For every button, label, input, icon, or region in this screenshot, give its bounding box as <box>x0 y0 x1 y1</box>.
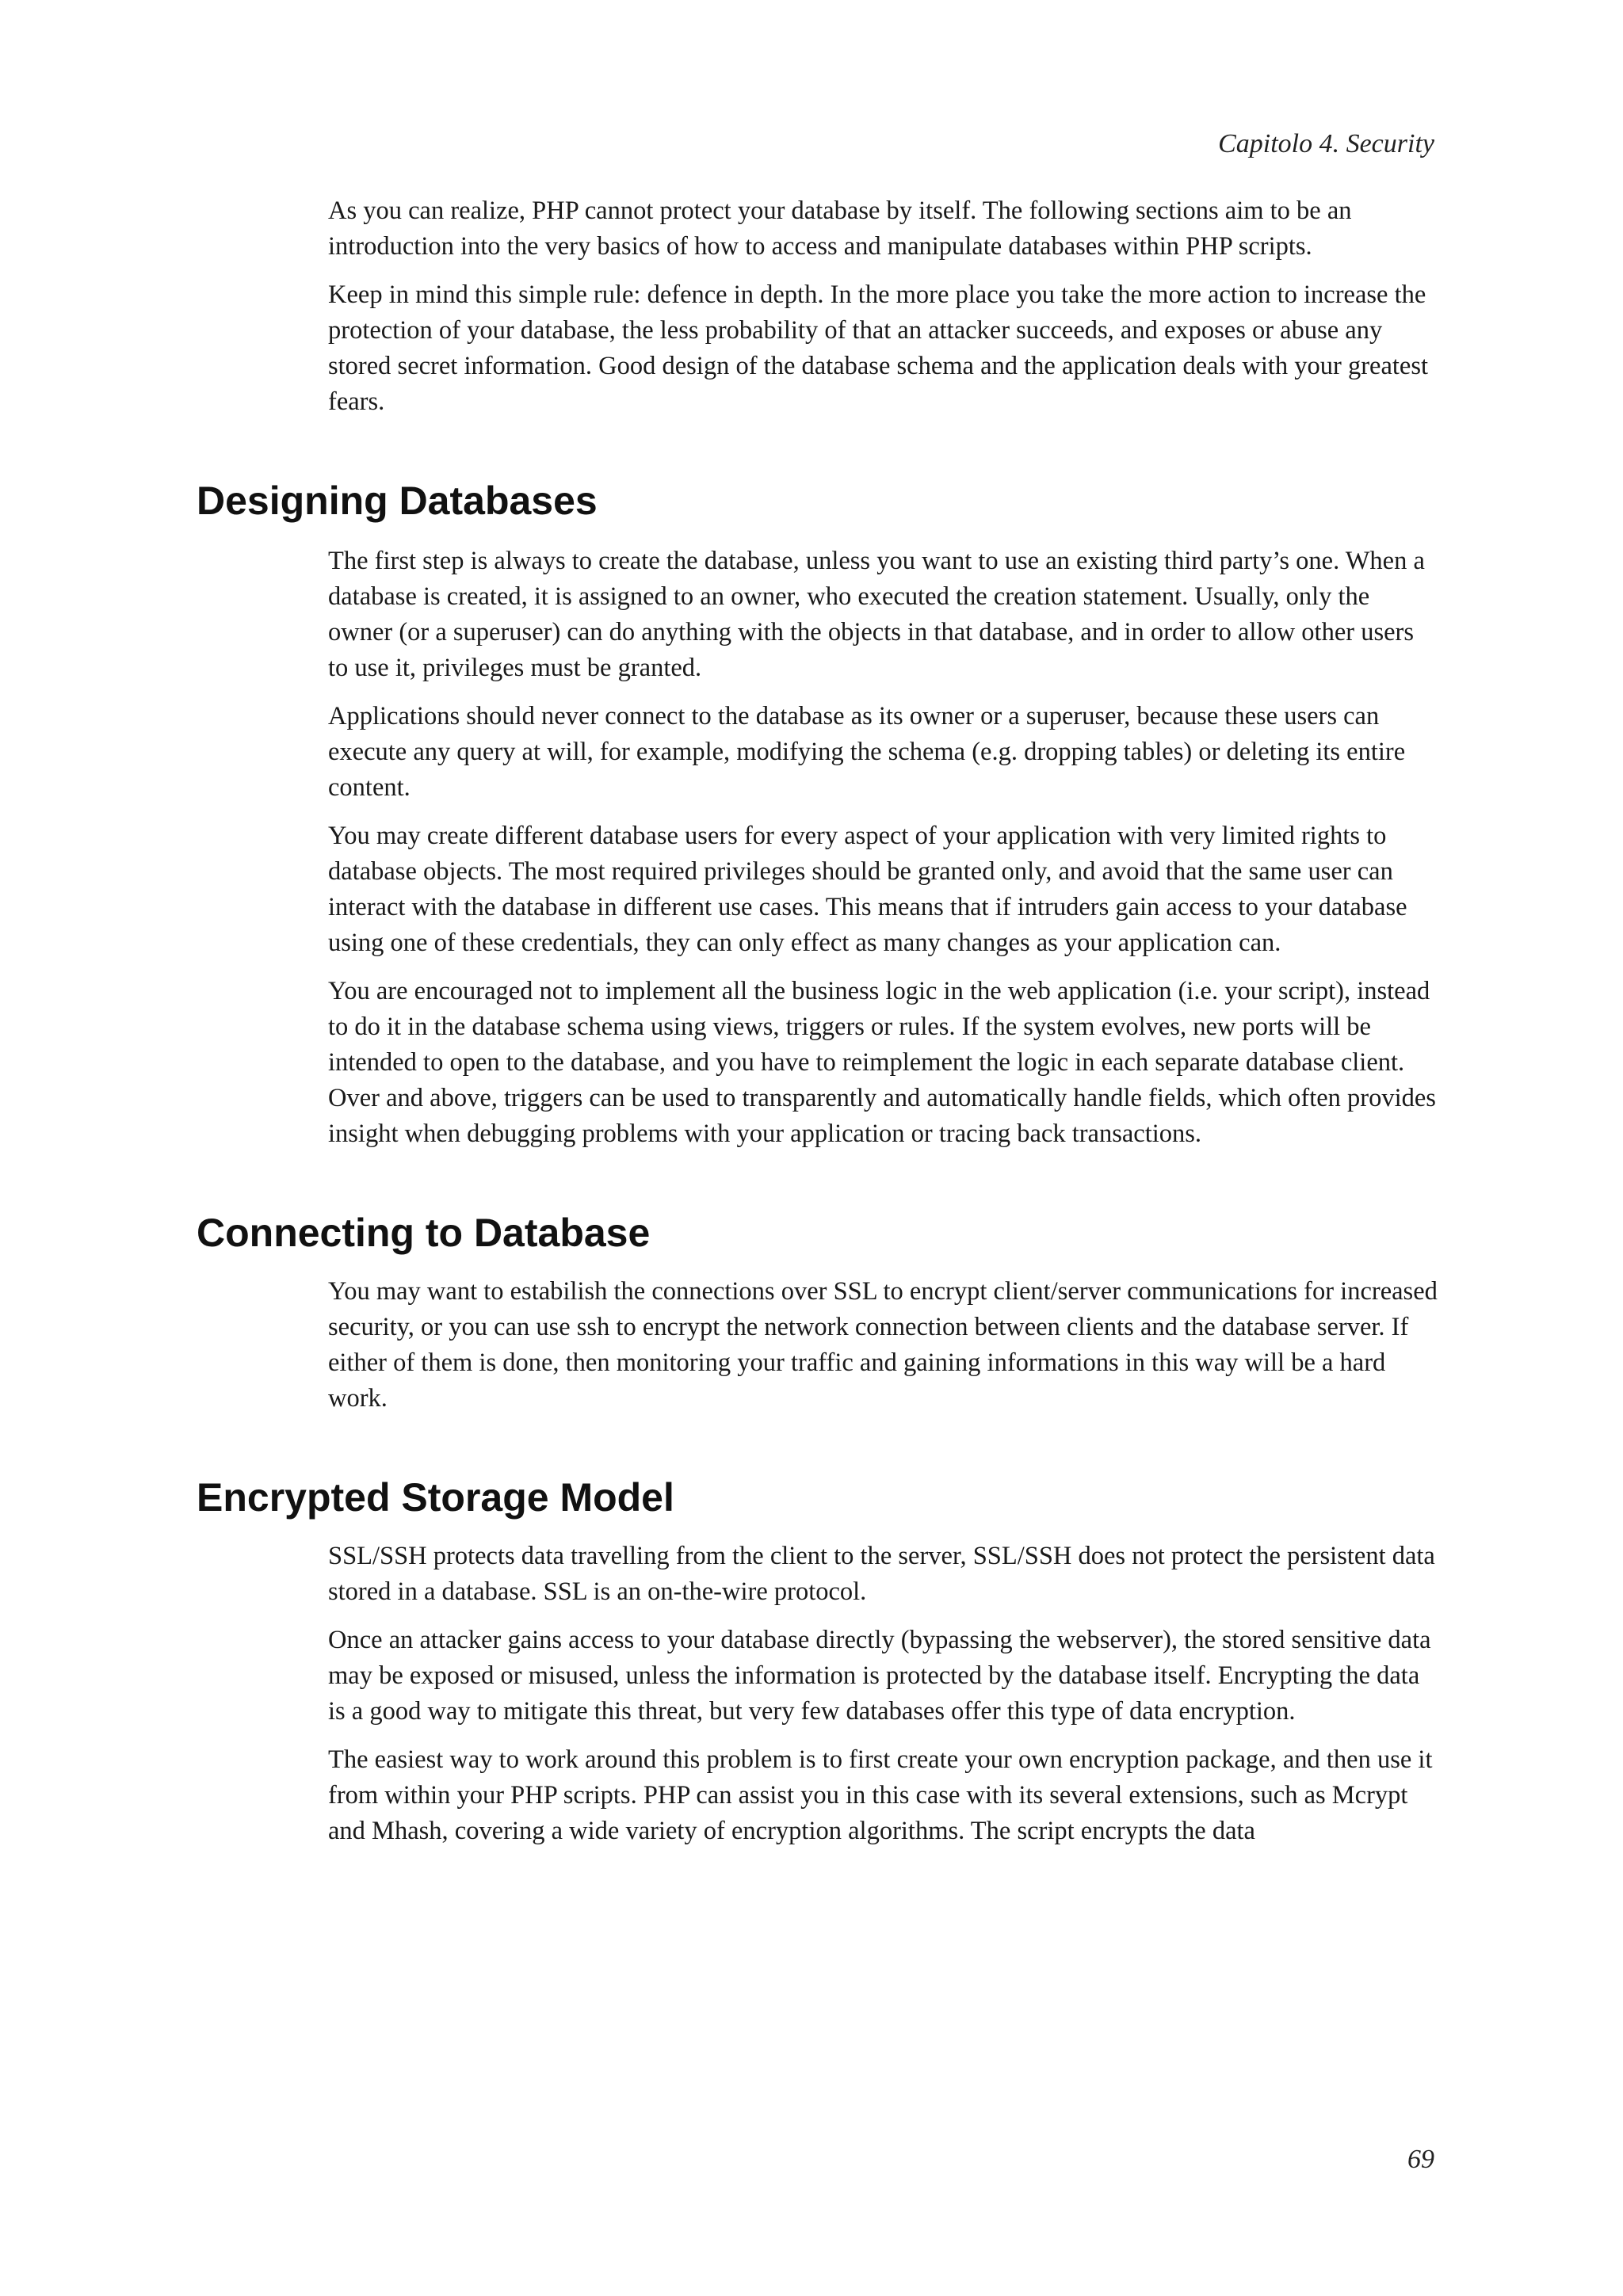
page-content <box>197 193 1438 1862</box>
section-title-connecting-to-database: Connecting to Database <box>197 1211 651 1255</box>
section-paragraph: You are encouraged not to implement all the business logic in the web application (i.e. your script), instead to do it in the database schema using views, triggers or rules. If the system evolves, new ports will be intended to open to the database, and you have to reimplement the logic in each separate database client. Over and above, triggers can be used to transparently and automatically handle fields, which often provides insight when debugging problems with your application or tracing back transactions. <box>328 977 1436 1148</box>
section-title-encrypted-storage-model: Encrypted Storage Model <box>197 1475 674 1520</box>
section-paragraph: You may want to estabilish the connections over SSL to encrypt client/server communications for increased security, or you can use ssh to encrypt the network connection between clients and the database server. If either of them is done, then monitoring your traffic and gaining informations in this way will be a hard work. <box>328 1277 1438 1413</box>
intro-paragraph: Keep in mind this simple rule: defence in depth. In the more place you take the more action to increase the protection of your database, the less probability of that an attacker succeeds, and exposes or abuse any stored secret information. Good design of the database schema and the application deals with your greatest fears. <box>328 280 1429 416</box>
section-paragraph: You may create different database users for every aspect of your application with very limited rights to database objects. The most required privileges should be granted only, and avoid that the same user can interact with the database in different use cases. This means that if intruders gain access to your database using one of these credentials, they can only effect as many changes as your application can. <box>328 822 1407 957</box>
intro-paragraph: As you can realize, PHP cannot protect your database by itself. The following sections aim to be an introduction into the very basics of how to access and manipulate databases within PHP scripts. <box>328 196 1352 261</box>
running-header: Capitolo 4. Security <box>1218 129 1434 158</box>
section-paragraph: The first step is always to create the database, unless you want to use an existing third party’s one. When a database is created, it is assigned to an owner, who executed the creation statement. Usually, only the owner (or a superuser) can do anything with the objects in that database, and in order to allow other users to use it, privileges must be granted. <box>328 547 1425 682</box>
section-paragraph: Once an attacker gains access to your database directly (bypassing the webserver), the stored sensitive data may be exposed or misused, unless the information is protected by the database itself. Encrypting the data is a good way to mitigate this threat, but very few databases offer this type of data encryption. <box>328 1626 1431 1726</box>
section-paragraph: Applications should never connect to the database as its owner or a superuser, because these users can execute any query at will, for example, modifying the schema (e.g. dropping tables) or deleting its entire content. <box>328 702 1406 802</box>
section-title-designing-databases: Designing Databases <box>197 479 598 523</box>
page-number: 69 <box>1407 2145 1434 2174</box>
section-paragraph: The easiest way to work around this problem is to first create your own encryption package, and then use it from within your PHP scripts. PHP can assist you in this case with its several extensions, such as Mcrypt and Mhash, covering a wide variety of encryption algorithms. The script encrypts the data <box>328 1745 1433 1845</box>
section-paragraph: SSL/SSH protects data travelling from the client to the server, SSL/SSH does not protect the persistent data stored in a database. SSL is an on-the-wire protocol. <box>328 1542 1435 1606</box>
